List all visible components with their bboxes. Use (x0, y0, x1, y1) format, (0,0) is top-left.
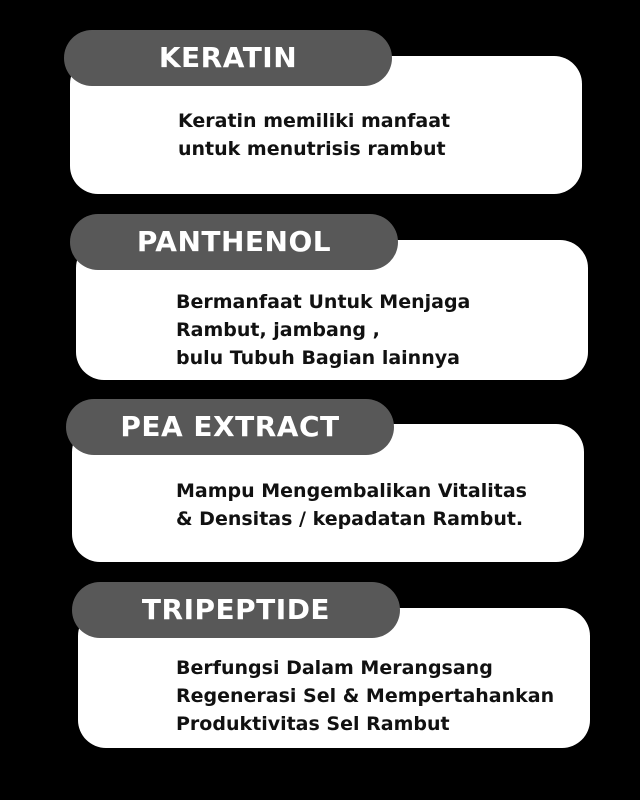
description-panthenol (176, 288, 470, 372)
description-keratin (178, 107, 450, 163)
description-line: Keratin memiliki manfaat (178, 110, 451, 132)
description-line: Produktivitas Sel Rambut (176, 713, 450, 735)
description-line: Rambut, jambang , (176, 319, 380, 341)
title-tripeptide: TRIPEPTIDE (72, 582, 400, 638)
description-line: Berfungsi Dalam Merangsang (176, 657, 493, 679)
description-tripeptide (176, 654, 554, 738)
title-panthenol: PANTHENOL (70, 214, 398, 270)
description-line: Bermanfaat Untuk Menjaga (176, 291, 471, 313)
title-pea-extract: PEA EXTRACT (66, 399, 394, 455)
description-line: Regenerasi Sel & Mempertahankan (176, 685, 555, 707)
description-pea-extract (176, 477, 527, 533)
title-keratin: KERATIN (64, 30, 392, 86)
description-line: untuk menutrisis rambut (178, 138, 446, 160)
description-line: Mampu Mengembalikan Vitalitas (176, 480, 527, 502)
description-line: & Densitas / kepadatan Rambut. (176, 508, 524, 530)
description-line: bulu Tubuh Bagian lainnya (176, 347, 460, 369)
